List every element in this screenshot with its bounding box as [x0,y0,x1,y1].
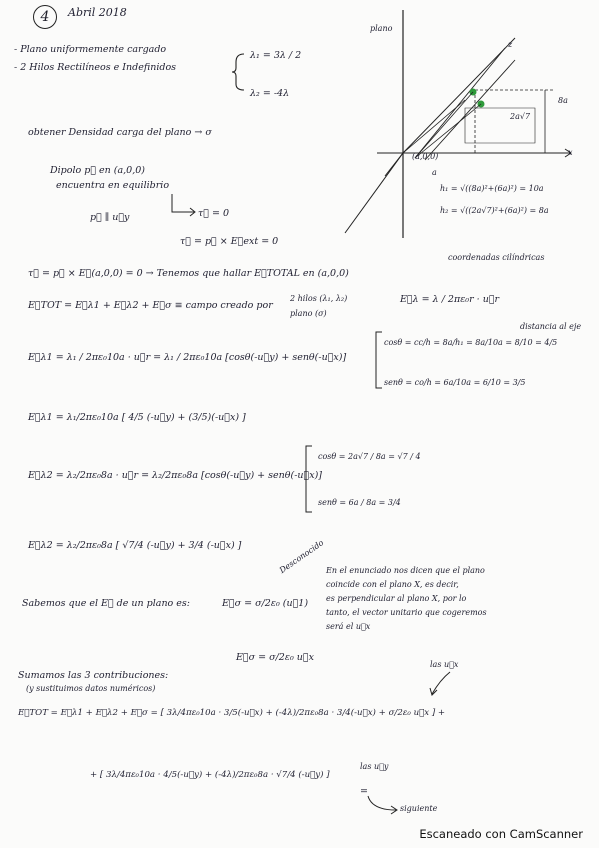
note-line-3: es perpendicular al plano X, por lo [326,594,467,603]
etot-line: E⃗TOT = E⃗λ1 + E⃗λ2 + E⃗σ ≡ campo creado por [28,300,273,311]
arrow-to-torque [170,192,200,222]
e-lambda1-line: E⃗λ1 = λ₁ / 2πε₀10a · u⃗r = λ₁ / 2πε₀10a [cosθ(-u⃗y) + senθ(-u⃗x)] [28,352,347,363]
desconocido-note: Desconocido [277,538,326,576]
cylindrical-note: coordenadas cilíndricas [448,253,545,262]
origin-label: (a,0,0) [412,152,439,161]
scanner-watermark: Escaneado con CamScanner [419,827,583,841]
e-sigma-formula: E⃗σ = σ/2ε₀ (u⃗1) [222,598,309,609]
elambda-formula: E⃗λ = λ / 2πε₀r · u⃗r [400,294,500,305]
cos-theta-1: cosθ = cc/h = 8a/h₁ = 8a/10a = 8/10 = 4/5 [384,338,558,347]
a-label: a [432,168,437,177]
plane-label: plano [370,24,393,33]
axis-x-label: x [568,148,573,157]
torque-equation: τ⃗ = p⃗ × E⃗ext = 0 [180,236,279,247]
sum-line-2: + [ 3λ/4πε₀10a · 4/5(-u⃗y) + (-4λ)/2πε₀8a · √7/4 (-u⃗y) ] [90,770,330,780]
8a-label: 8a [558,96,568,105]
problem-number: 4 [33,5,57,29]
date: Abril 2018 [68,6,127,19]
parallel-line: p⃗ ∥ u⃗y [90,212,130,223]
task-line: obtener Densidad carga del plano → σ [28,127,212,138]
e-lambda2-line: E⃗λ2 = λ₂/2πε₀8a · u⃗r = λ₂/2πε₀8a [cosθ(-u⃗y) + senθ(-u⃗x)] [28,470,322,481]
e-sigma-ux: E⃗σ = σ/2ε₀ u⃗x [236,652,314,663]
lambda-1: λ₁ = 3λ / 2 [250,50,302,61]
geometry-figure [355,8,585,238]
h1-equation: h₁ = √((8a)²+(6a)²) = 10a [440,184,544,193]
las-ux-note: las u⃗x [430,660,459,669]
sen-theta-2: senθ = 6a / 8a = 3/4 [318,498,401,507]
etot-wires: 2 hilos (λ₁, λ₂) [290,294,348,303]
intro-line-1: - Plano uniformemente cargado [14,44,167,55]
dipole-line: Dipolo p⃗ en (a,0,0) [50,165,145,176]
e-lambda2-numeric: E⃗λ2 = λ₂/2πε₀8a [ √7/4 (-u⃗y) + 3/4 (-u⃗x) ] [28,540,242,551]
note-line-2: coincide con el plano X, es decir, [326,580,459,589]
las-uy-note: las u⃗y [360,762,389,771]
sen-theta-1: senθ = co/h = 6a/10a = 6/10 = 3/5 [384,378,526,387]
distance-note: distancia al eje [520,322,582,331]
sum-line-1: E⃗TOT = E⃗λ1 + E⃗λ2 + E⃗σ = [ 3λ/4πε₀10a · 3/5(-u⃗x) + (-4λ)/2πε₀8a · 3/4(-u⃗x) + σ/2ε₀ u⃗x ] + [18,708,446,718]
plane-known-line: Sabemos que el E⃗ de un plano es: [22,598,190,609]
bracket-cos2 [302,444,314,514]
equilibrium-line: encuentra en equilibrio [56,180,170,191]
bracket-cos1 [372,330,384,390]
torque-zero: τ⃗ = 0 [198,208,230,219]
2a7-label: 2a√7 [510,112,531,121]
arrow-ux [420,670,460,700]
siguiente-note: siguiente [400,804,438,813]
e-lambda1-numeric: E⃗λ1 = λ₁/2πε₀10a [ 4/5 (-u⃗y) + (3/5)(-u⃗x) ] [28,412,246,423]
total-field-line: τ⃗ = p⃗ × E⃗(a,0,0) = 0 → Tenemos que hallar E⃗TOTAL en (a,0,0) [28,268,349,279]
axis-z-label: z [508,40,513,49]
note-line-5: será el u⃗x [326,622,371,631]
etot-plane: plano (σ) [290,309,327,318]
brace-lambdas [230,52,250,92]
cos-theta-2: cosθ = 2a√7 / 8a = √7 / 4 [318,452,421,461]
note-line-1: En el enunciado nos dicen que el plano [326,566,485,575]
equals-sign: = [360,786,368,797]
intro-line-2: - 2 Hilos Rectilíneos e Indefinidos [14,62,177,73]
lambda-2: λ₂ = -4λ [250,88,290,99]
note-line-4: tanto, el vector unitario que cogeremos [326,608,487,617]
sum-subtitle: (y sustituimos datos numéricos) [26,684,156,693]
h2-equation: h₂ = √((2a√7)²+(6a)²) = 8a [440,206,549,215]
sum-title: Sumamos las 3 contribuciones: [18,670,169,681]
